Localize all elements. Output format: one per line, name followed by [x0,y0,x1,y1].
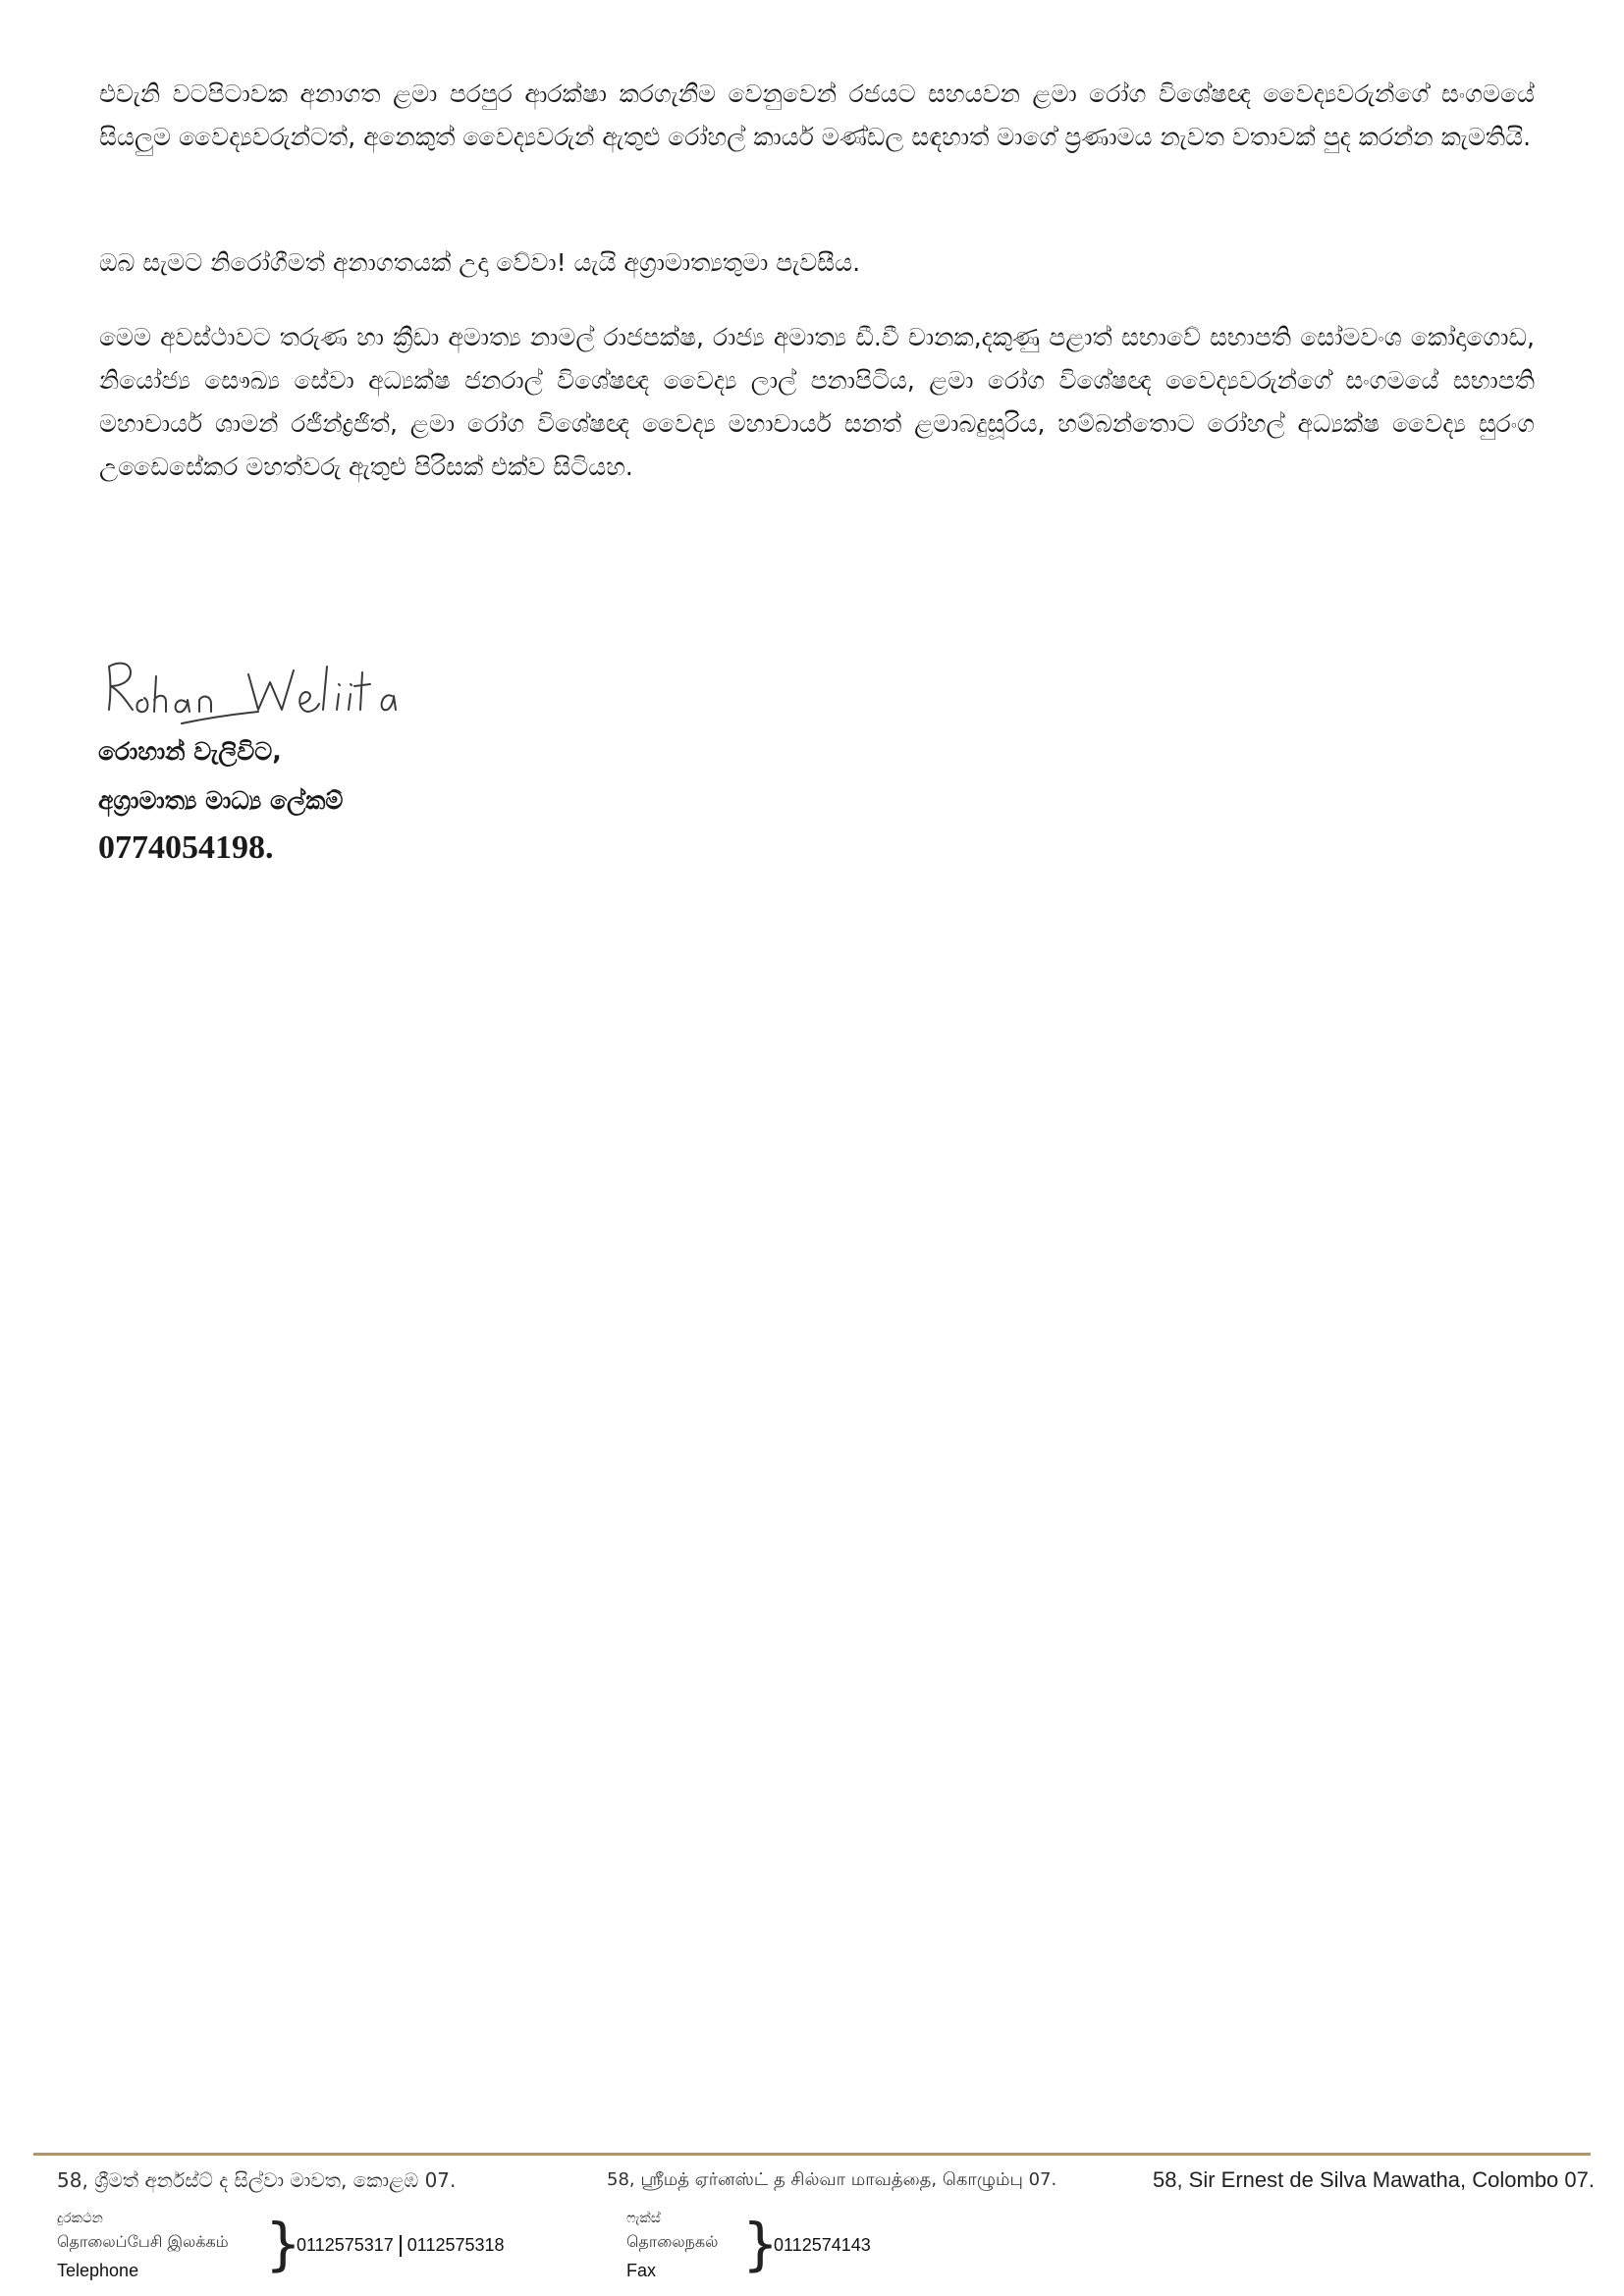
fax-label-sinhala: ෆැක්ස් [626,2211,661,2226]
address-tamil: 58, ஸ்ரீமத் ஏர்னஸ்ட் த சில்வா மாவத்தை, கொழும்பு 07. [607,2169,1057,2190]
fax-label-tamil: தொலைநகல் [626,2232,719,2251]
footer-divider [33,2153,1591,2156]
fax-label-english: Fax [626,2261,657,2280]
telephone-block [57,2209,568,2287]
telephone-label-tamil: தொலைப்பேசி இலக்கம் [57,2232,229,2251]
fax-block [626,2209,941,2287]
telephone-number-2: 0112575318 [406,2235,505,2255]
fax-number: 0112574143 [774,2235,871,2255]
signatory-phone: 0774054198. [98,829,274,866]
signatory-name: රොහාන් වැලිවිට, [98,737,282,766]
telephone-label-english: Telephone [57,2261,139,2280]
telephone-label-sinhala: දුරකථන [57,2211,103,2226]
address-english: 58, Sir Ernest de Silva Mawatha, Colombo 07. [1152,2167,1595,2192]
paragraph-wishes: ඔබ සැමට නිරෝගීමත් අනාගතයක් උදා වේවා! යැයි අග්‍රාමාත්‍යතුමා පැවසීය. [99,248,861,277]
handwritten-signature [101,653,435,731]
fax-labels [626,2209,718,2285]
telephone-numbers [297,2230,505,2260]
signatory-title: අග්‍රාමාත්‍ය මාධ්‍ය ලේකම් [98,786,344,815]
paragraph-attendees: මෙම අවස්ථාවට තරුණ හා ක්‍රීඩා අමාත්‍ය නාමල් රාජපක්ෂ, රාජ්‍ය අමාත්‍ය ඩී.වී චානක,දකුණු පළාත් සභාවේ සභාපති සෝමවංශ කෝදාගොඩ, නියෝජ්‍ය සෞඛ්‍ය සේවා අධ්‍යක්ෂ ජනරාල් විශේෂඥ වෛද්‍ය ලාල් පනාපිටිය, ළමා රෝග විශේෂඥ වෛද්‍යවරුන්ගේ සංගමයේ සභාපති මහාචාර්ය ශාමන් රජීන්ද්‍රජිත්, ළමා රෝග විශේෂඥ වෛද්‍ය මහාචාර්ය සනත් ළමාබදුසූරිය, හම්බන්තොට රෝහල් අධ්‍යක්ෂ වෛද්‍ය සුරංග උඩෛසේකර මහත්වරු ඇතුළු පිරිසක් එක්ව සිටියහ. [99,323,1535,481]
telephone-number-1: 0112575317 [297,2235,394,2255]
number-separator [400,2235,402,2257]
brace-icon: } [265,2211,301,2277]
paragraph-gratitude: එවැනි වටපිටාවක අනාගත ළමා පරපුර ආරක්ෂා කරගැනීම වෙනුවෙන් රජයට සහයවන ළමා රෝග විශේෂඥ වෛද්‍යවරුන්ගේ සංගමයේ සියලුම වෛද්‍යවරුන්ටත්, අනෙකුත් වෛද්‍යවරුන් ඇතුළු රෝහල් කාර්ය මණ්ඩල සඳහාත් මාගේ ප්‍රණාමය නැවත වතාවක් පුද කරන්න කැමතියි. [99,80,1535,151]
telephone-labels [57,2209,229,2285]
address-sinhala: 58, ශ්‍රීමත් අර්නස්ට් ද සිල්වා මාවත, කොළඹ 07. [57,2168,457,2192]
brace-icon: } [742,2211,779,2277]
